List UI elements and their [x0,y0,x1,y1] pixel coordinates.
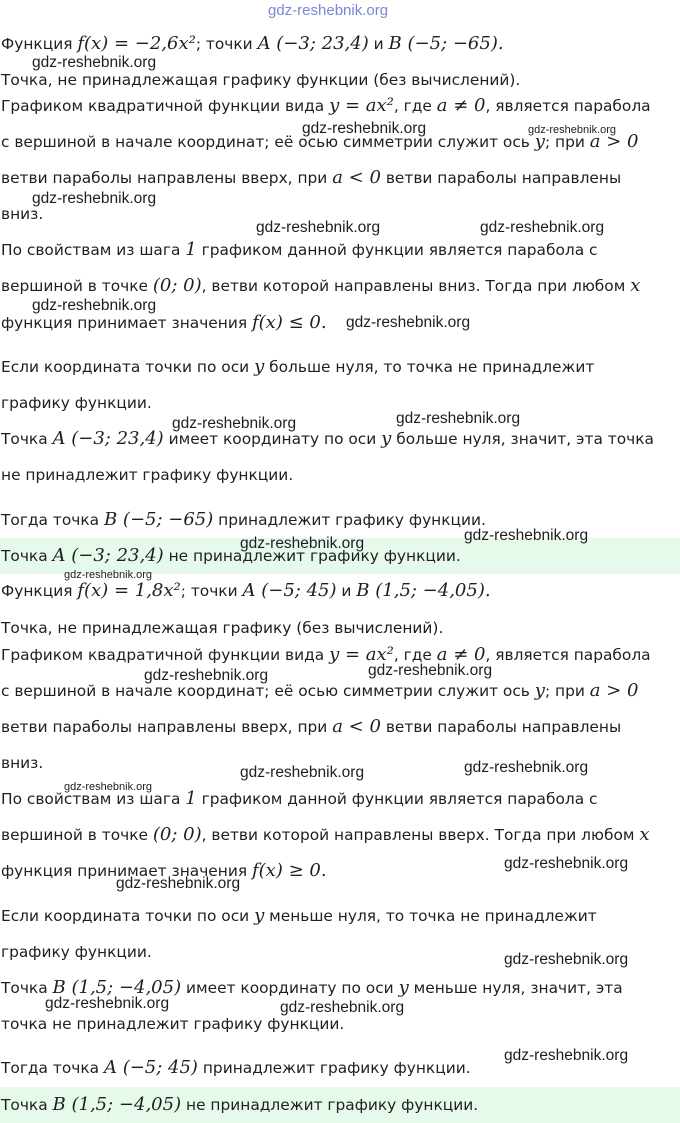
task1-text-line: с вершиной в начале координат; её осью симметрии служит ось y; при a > 0 [1,131,639,152]
watermark: gdz-reshebnik.org [144,667,269,684]
watermark: gdz-reshebnik.org [116,875,241,892]
watermark: gdz-reshebnik.org [528,124,617,136]
task2-text-line: ветви параболы направлены вверх, при a < 0 ветви параболы направлены [1,716,622,737]
watermark: gdz-reshebnik.org [464,527,589,544]
watermark: gdz-reshebnik.org [172,415,297,432]
task2-point-a: A (−5; 45) [242,580,337,601]
task1-text-line: ветви параболы направлены вверх, при a < 0 ветви параболы направлены [1,167,622,188]
watermark: gdz-reshebnik.org [32,297,157,314]
task2-text-line: вниз. [1,754,44,772]
task2-point-b: B (1,5; −4,05). [356,580,491,601]
task1-question: Точка, не принадлежащая графику функции (без вычислений). [1,71,521,89]
task1-text-line: не принадлежит графику функции. [1,466,294,484]
task2-text-line: вершиной в точке (0; 0), ветви которой направлены вверх. Тогда при любом x [1,824,650,845]
watermark: gdz-reshebnik.org [268,2,389,19]
watermark: gdz-reshebnik.org [64,781,153,793]
watermark: gdz-reshebnik.org [45,995,170,1012]
watermark: gdz-reshebnik.org [504,1047,629,1064]
task2-text-line: функция принимает значения f(x) ≥ 0. [1,860,327,881]
watermark: gdz-reshebnik.org [368,662,493,679]
watermark: gdz-reshebnik.org [504,855,629,872]
watermark: gdz-reshebnik.org [240,764,365,781]
task1-answer: Точка A (−3; 23,4) не принадлежит графику функции. [1,545,461,566]
watermark: gdz-reshebnik.org [280,999,405,1016]
task2-question: Точка, не принадлежащая графику (без вычислений). [1,619,444,637]
task1-point-a: A (−3; 23,4) [257,33,369,54]
task1-text-line: По свойствам из шага 1 графиком данной функции является парабола с [1,239,598,260]
task2-text-line: Точка B (1,5; −4,05) имеет координату по оси y меньше нуля, значит, эта [1,977,623,998]
watermark: gdz-reshebnik.org [32,54,157,71]
task1-text-line: графику функции. [1,394,152,412]
task1-function: f(x) = −2,6x² [77,33,196,54]
task1-text-line: функция принимает значения f(x) ≤ 0. [1,312,327,333]
task2-text-line: Графиком квадратичной функции вида y = ax², где a ≠ 0, является парабола [1,644,651,665]
task1-text-line: Графиком квадратичной функции вида y = ax², где a ≠ 0, является парабола [1,95,651,116]
watermark: gdz-reshebnik.org [240,535,365,552]
task2-text-line: Если координата точки по оси y меньше нуля, то точка не принадлежит [1,905,597,926]
watermark: gdz-reshebnik.org [256,219,381,236]
watermark: gdz-reshebnik.org [302,120,427,137]
task2-text-line: По свойствам из шага 1 графиком данной функции является парабола с [1,788,598,809]
watermark: gdz-reshebnik.org [464,759,589,776]
watermark: gdz-reshebnik.org [504,951,629,968]
task2-text-line: точка не принадлежит графику функции. [1,1015,345,1033]
task2-answer: Точка B (1,5; −4,05) не принадлежит графику функции. [1,1094,479,1115]
watermark: gdz-reshebnik.org [396,410,521,427]
watermark: gdz-reshebnik.org [32,190,157,207]
task2-text-line: Тогда точка A (−5; 45) принадлежит графику функции. [1,1057,471,1078]
task2-text-line: с вершиной в начале координат; её осью симметрии служит ось y; при a > 0 [1,680,639,701]
task1-statement: Функция f(x) = −2,6x²; точки A (−3; 23,4) и B (−5; −65). [1,33,504,54]
watermark: gdz-reshebnik.org [346,314,471,331]
task1-point-b: B (−5; −65). [388,33,504,54]
watermark: gdz-reshebnik.org [64,569,153,581]
task1-text-line: Тогда точка B (−5; −65) принадлежит графику функции. [1,509,486,530]
task2-function: f(x) = 1,8x² [77,580,181,601]
task2-statement: Функция f(x) = 1,8x²; точки A (−5; 45) и B (1,5; −4,05). [1,580,491,601]
task1-text-line: вершиной в точке (0; 0), ветви которой направлены вниз. Тогда при любом x [1,275,641,296]
task1-text-line: Точка A (−3; 23,4) имеет координату по оси y больше нуля, значит, эта точка [1,428,654,449]
task1-text-line: Если координата точки по оси y больше нуля, то точка не принадлежит [1,356,595,377]
task2-text-line: графику функции. [1,943,152,961]
watermark: gdz-reshebnik.org [480,219,605,236]
task1-text-line: вниз. [1,205,44,223]
